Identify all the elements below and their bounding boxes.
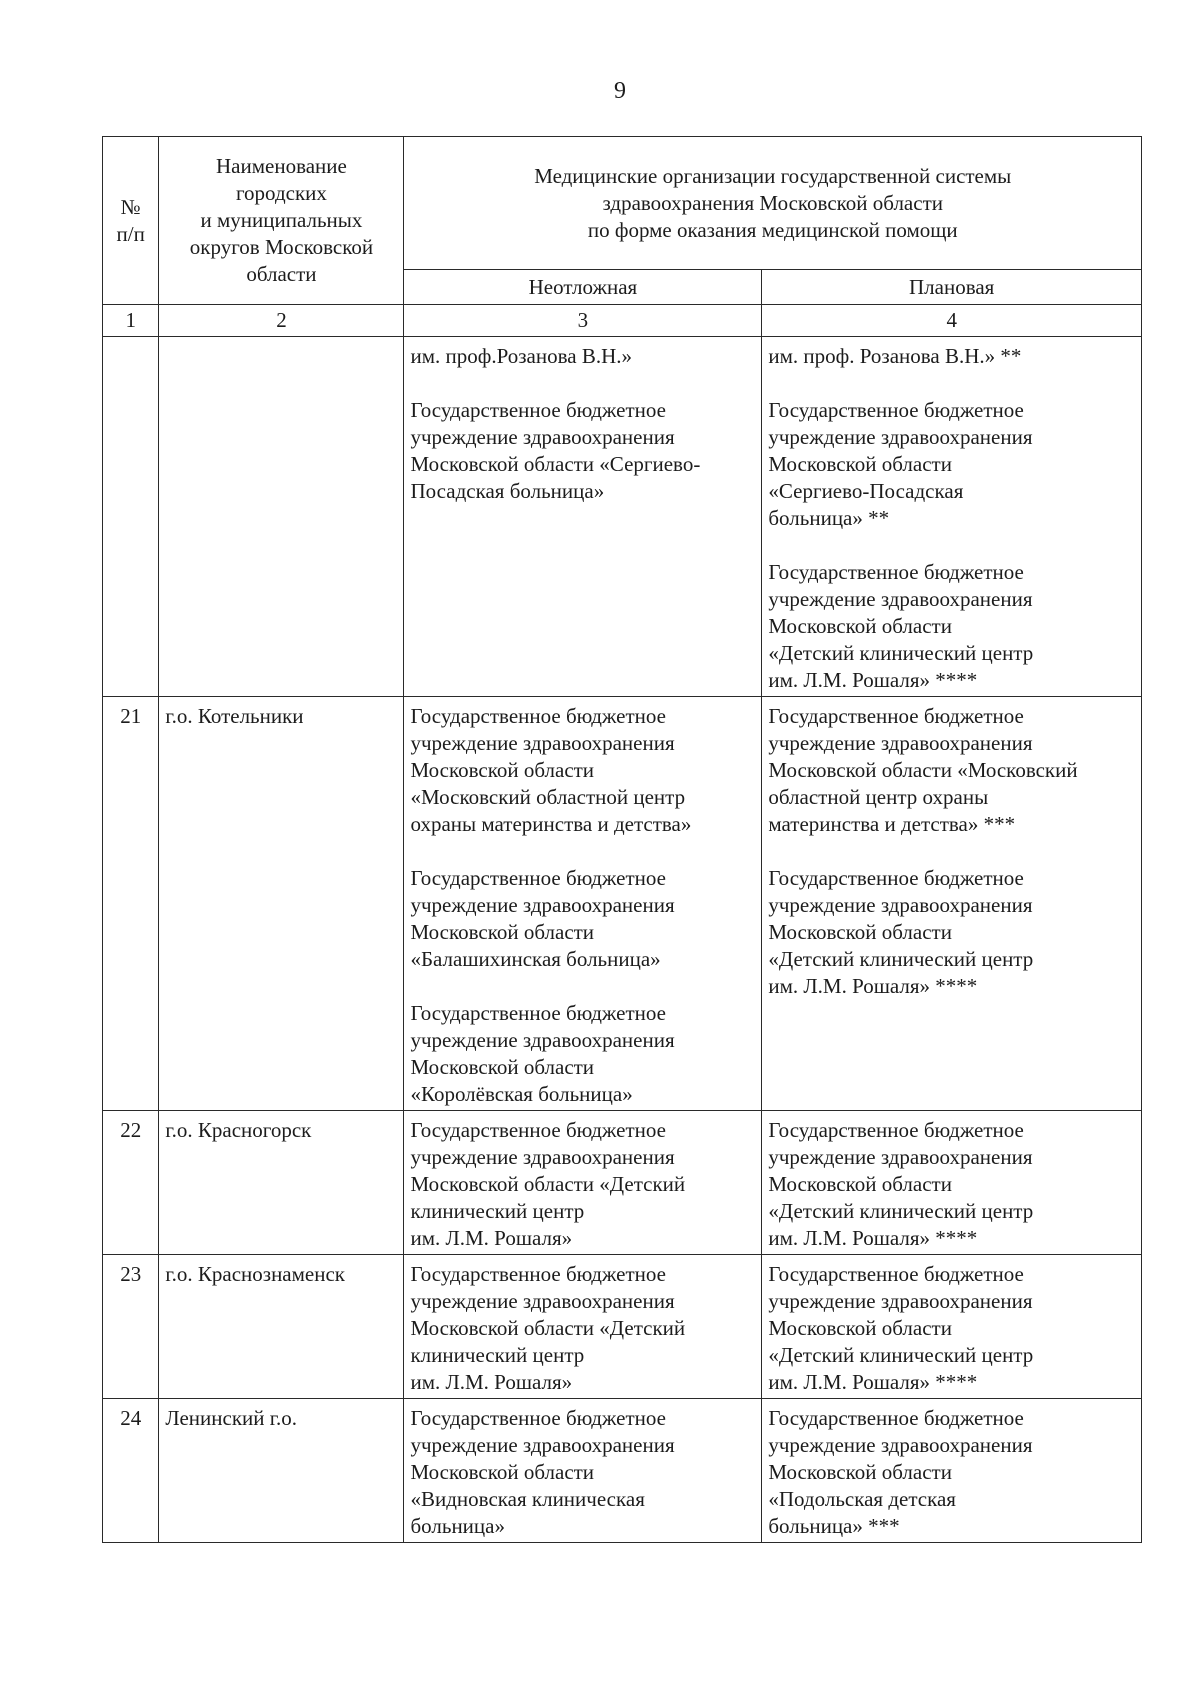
urgent-organizations xyxy=(404,1399,762,1543)
header-urgent-text: Неотложная xyxy=(528,274,638,299)
page-number: 9 xyxy=(614,78,626,104)
row-number: 21 xyxy=(103,697,159,1111)
header-organizations-group xyxy=(404,137,1142,270)
planned-organization-entry: Государственное бюджетное учреждение здравоохранения Московской области «Детский клинический центр им. Л.М. Рошаля» **** xyxy=(768,866,1034,998)
table-row xyxy=(103,697,1142,1111)
urgent-organization-entry: Государственное бюджетное учреждение здравоохранения Московской области «Королёвская больница» xyxy=(410,1001,675,1106)
urgent-organization-entry: Государственное бюджетное учреждение здравоохранения Московской области «Московский областной центр охраны материнства и детства» xyxy=(410,704,692,836)
district-name: г.о. Котельники xyxy=(159,697,404,1111)
header-organizations-group-text: Медицинские организации государственной системы здравоохранения Московской области по форме оказания медицинской помощи xyxy=(534,163,1012,242)
urgent-organizations xyxy=(404,1111,762,1255)
table-row xyxy=(103,1255,1142,1399)
column-index-3: 3 xyxy=(404,305,762,337)
table-row xyxy=(103,1111,1142,1255)
header-district-name-text: Наименование городских и муниципальных округов Московской области xyxy=(189,154,374,286)
planned-organization-entry: им. проф. Розанова В.Н.» ** xyxy=(768,344,1022,368)
planned-organizations xyxy=(762,1111,1142,1255)
district-name: Ленинский г.о. xyxy=(159,1399,404,1543)
header-planned-text: Плановая xyxy=(909,274,995,299)
header-number-text: № п/п xyxy=(116,194,145,246)
column-index-4: 4 xyxy=(762,305,1142,337)
district-name: г.о. Краснознаменск xyxy=(159,1255,404,1399)
urgent-organizations xyxy=(404,1255,762,1399)
urgent-organization-entry: Государственное бюджетное учреждение здравоохранения Московской области «Сергиево- Посадская больница» xyxy=(410,398,701,503)
urgent-organizations xyxy=(404,697,762,1111)
planned-organizations xyxy=(762,1255,1142,1399)
planned-organization-entry: Государственное бюджетное учреждение здравоохранения Московской области «Детский клинический центр им. Л.М. Рошаля» **** xyxy=(768,560,1034,692)
urgent-organization-entry: Государственное бюджетное учреждение здравоохранения Московской области «Видновская клиническая больница» xyxy=(410,1406,675,1538)
row-number xyxy=(103,337,159,697)
district-name: г.о. Красногорск xyxy=(159,1111,404,1255)
column-index-2: 2 xyxy=(159,305,404,337)
organizations-table xyxy=(102,136,1142,1543)
district-name xyxy=(159,337,404,697)
column-index-row xyxy=(103,305,1142,337)
header-urgent xyxy=(404,270,762,305)
urgent-organization-entry: Государственное бюджетное учреждение здравоохранения Московской области «Детский клинический центр им. Л.М. Рошаля» xyxy=(410,1118,686,1250)
planned-organization-entry: Государственное бюджетное учреждение здравоохранения Московской области «Детский клинический центр им. Л.М. Рошаля» **** xyxy=(768,1262,1034,1394)
planned-organization-entry: Государственное бюджетное учреждение здравоохранения Московской области «Детский клинический центр им. Л.М. Рошаля» **** xyxy=(768,1118,1034,1250)
table-row xyxy=(103,1399,1142,1543)
header-planned xyxy=(762,270,1142,305)
row-number: 22 xyxy=(103,1111,159,1255)
row-number: 24 xyxy=(103,1399,159,1543)
urgent-organization-entry: Государственное бюджетное учреждение здравоохранения Московской области «Детский клинический центр им. Л.М. Рошаля» xyxy=(410,1262,686,1394)
urgent-organization-entry: Государственное бюджетное учреждение здравоохранения Московской области «Балашихинская больница» xyxy=(410,866,675,971)
urgent-organizations xyxy=(404,337,762,697)
planned-organization-entry: Государственное бюджетное учреждение здравоохранения Московской области «Московский областной центр охраны материнства и детства» *** xyxy=(768,704,1078,836)
urgent-organization-entry: им. проф.Розанова В.Н.» xyxy=(410,344,632,368)
header-district-name xyxy=(159,137,404,305)
table-body xyxy=(103,337,1142,1543)
planned-organizations xyxy=(762,1399,1142,1543)
planned-organization-entry: Государственное бюджетное учреждение здравоохранения Московской области «Сергиево-Посадская больница» ** xyxy=(768,398,1033,530)
header-number xyxy=(103,137,159,305)
table-header xyxy=(103,137,1142,337)
column-index-1: 1 xyxy=(103,305,159,337)
planned-organizations xyxy=(762,337,1142,697)
table-row xyxy=(103,337,1142,697)
row-number: 23 xyxy=(103,1255,159,1399)
planned-organizations xyxy=(762,697,1142,1111)
planned-organization-entry: Государственное бюджетное учреждение здравоохранения Московской области «Подольская детская больница» *** xyxy=(768,1406,1033,1538)
